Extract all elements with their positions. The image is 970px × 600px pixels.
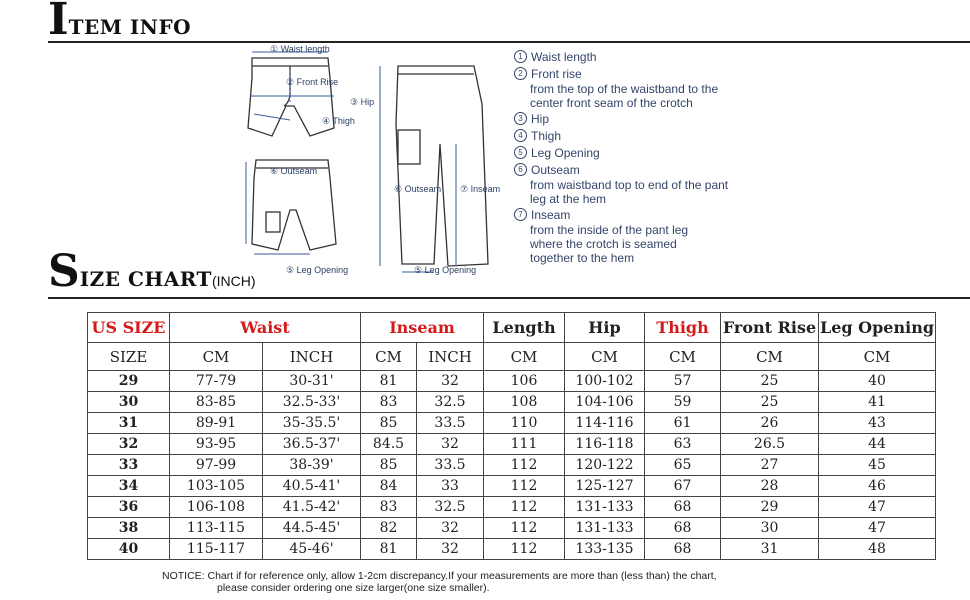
table-cell: 93-95	[170, 434, 263, 455]
table-cell: 40.5-41'	[263, 476, 361, 497]
table-cell: 68	[645, 518, 721, 539]
table-cell: 44	[819, 434, 936, 455]
table-cell: 26	[721, 413, 819, 434]
table-cell: 33.5	[417, 455, 484, 476]
table-row	[88, 371, 936, 392]
notice-text: NOTICE: Chart if for reference only, allow 1-2cm discrepancy.If your measurements are more than (less than) the chart, please consider ordering one size larger(one size smaller).	[162, 570, 717, 594]
size-cell: 34	[88, 476, 170, 497]
table-cell: 112	[484, 476, 565, 497]
table-cell: 48	[819, 539, 936, 560]
size-chart-title: SIZE CHART(INCH)	[48, 246, 256, 297]
header-unit: CM	[361, 343, 417, 371]
table-cell: 57	[645, 371, 721, 392]
table-cell: 67	[645, 476, 721, 497]
header-size: SIZE	[88, 343, 170, 371]
table-cell: 25	[721, 392, 819, 413]
table-cell: 33.5	[417, 413, 484, 434]
table-cell: 120-122	[565, 455, 645, 476]
table-cell: 28	[721, 476, 819, 497]
size-cell: 40	[88, 539, 170, 560]
table-cell: 114-116	[565, 413, 645, 434]
table-cell: 112	[484, 539, 565, 560]
table-cell: 103-105	[170, 476, 263, 497]
header-unit: INCH	[417, 343, 484, 371]
table-cell: 46	[819, 476, 936, 497]
size-cell: 30	[88, 392, 170, 413]
table-cell: 36.5-37'	[263, 434, 361, 455]
table-cell: 47	[819, 518, 936, 539]
diagram-label-thigh: ④ Thigh	[322, 116, 355, 126]
table-cell: 83-85	[170, 392, 263, 413]
table-cell: 83	[361, 497, 417, 518]
size-cell: 36	[88, 497, 170, 518]
table-cell: 41	[819, 392, 936, 413]
table-cell: 81	[361, 539, 417, 560]
shorts-measurement-diagram	[230, 44, 510, 282]
table-cell: 131-133	[565, 518, 645, 539]
table-cell: 68	[645, 539, 721, 560]
legend-item: 7 Inseam	[514, 206, 814, 223]
legend-item: 6 Outseam	[514, 161, 814, 178]
table-cell: 89-91	[170, 413, 263, 434]
table-cell: 38-39'	[263, 455, 361, 476]
legend-item: 2 Front rise	[514, 65, 814, 82]
table-cell: 59	[645, 392, 721, 413]
header-thigh: Thigh	[645, 313, 721, 343]
legend-desc: from the inside of the pant leg where the crotch is seamed together to the hem	[530, 223, 689, 265]
size-cell: 29	[88, 371, 170, 392]
table-cell: 32	[417, 518, 484, 539]
header-unit: CM	[170, 343, 263, 371]
table-cell: 32.5-33'	[263, 392, 361, 413]
table-cell: 47	[819, 497, 936, 518]
table-cell: 25	[721, 371, 819, 392]
table-cell: 110	[484, 413, 565, 434]
table-cell: 29	[721, 497, 819, 518]
diagram-label-outseam-back: ⑥ Outseam	[270, 166, 318, 176]
diagram-label-leg-opening-back: ⑤ Leg Opening	[286, 265, 349, 275]
table-cell: 97-99	[170, 455, 263, 476]
header-us-size: US SIZE	[88, 313, 170, 343]
table-cell: 32	[417, 434, 484, 455]
header-inseam: Inseam	[361, 313, 484, 343]
table-cell: 30	[721, 518, 819, 539]
header-front-rise: Front Rise	[721, 313, 819, 343]
table-cell: 84.5	[361, 434, 417, 455]
diagram-label-leg-opening-side: ⑤ Leg Opening	[414, 265, 477, 275]
table-cell: 41.5-42'	[263, 497, 361, 518]
header-unit: CM	[721, 343, 819, 371]
table-cell: 32.5	[417, 497, 484, 518]
table-cell: 112	[484, 518, 565, 539]
diagram-label-hip: ③ Hip	[350, 97, 375, 107]
size-chart-table	[87, 312, 936, 560]
table-cell: 27	[721, 455, 819, 476]
table-cell: 106	[484, 371, 565, 392]
header-unit: CM	[565, 343, 645, 371]
divider	[48, 297, 970, 299]
table-cell: 30-31'	[263, 371, 361, 392]
size-cell: 38	[88, 518, 170, 539]
header-unit: CM	[484, 343, 565, 371]
table-cell: 44.5-45'	[263, 518, 361, 539]
table-cell: 32	[417, 371, 484, 392]
table-cell: 83	[361, 392, 417, 413]
table-cell: 125-127	[565, 476, 645, 497]
table-cell: 77-79	[170, 371, 263, 392]
table-row	[88, 539, 936, 560]
table-cell: 111	[484, 434, 565, 455]
header-waist: Waist	[170, 313, 361, 343]
table-cell: 116-118	[565, 434, 645, 455]
table-cell: 65	[645, 455, 721, 476]
table-cell: 61	[645, 413, 721, 434]
header-length: Length	[484, 313, 565, 343]
table-cell: 84	[361, 476, 417, 497]
table-cell: 35-35.5'	[263, 413, 361, 434]
legend-item: 3 Hip	[514, 110, 814, 127]
table-cell: 32	[417, 539, 484, 560]
table-cell: 85	[361, 413, 417, 434]
shorts-illustration	[230, 44, 510, 282]
legend-item: 4 Thigh	[514, 127, 814, 144]
table-cell: 113-115	[170, 518, 263, 539]
table-cell: 31	[721, 539, 819, 560]
header-hip: Hip	[565, 313, 645, 343]
table-cell: 100-102	[565, 371, 645, 392]
table-cell: 43	[819, 413, 936, 434]
table-header-row	[88, 313, 936, 343]
legend-item: 1 Waist length	[514, 48, 814, 65]
table-row	[88, 434, 936, 455]
legend-item: 5 Leg Opening	[514, 144, 814, 161]
table-cell: 40	[819, 371, 936, 392]
table-cell: 112	[484, 497, 565, 518]
header-unit: CM	[645, 343, 721, 371]
table-cell: 106-108	[170, 497, 263, 518]
size-cell: 31	[88, 413, 170, 434]
header-unit: CM	[819, 343, 936, 371]
size-cell: 32	[88, 434, 170, 455]
diagram-label-inseam-side: ⑦ Inseam	[460, 184, 501, 194]
table-row	[88, 413, 936, 434]
table-body	[88, 371, 936, 560]
legend-desc: from waistband top to end of the pant leg at the hem	[530, 178, 729, 206]
divider	[48, 41, 970, 43]
header-leg-opening: Leg Opening	[819, 313, 936, 343]
table-cell: 82	[361, 518, 417, 539]
diagram-label-outseam-side: ⑥ Outseam	[394, 184, 442, 194]
table-cell: 63	[645, 434, 721, 455]
table-cell: 133-135	[565, 539, 645, 560]
diagram-label-waist: ① Waist length	[270, 44, 330, 54]
table-row	[88, 392, 936, 413]
header-unit: INCH	[263, 343, 361, 371]
table-cell: 104-106	[565, 392, 645, 413]
table-row	[88, 497, 936, 518]
table-cell: 26.5	[721, 434, 819, 455]
table-cell: 131-133	[565, 497, 645, 518]
measurement-legend	[514, 48, 814, 265]
table-cell: 33	[417, 476, 484, 497]
table-cell: 115-117	[170, 539, 263, 560]
table-cell: 32.5	[417, 392, 484, 413]
table-cell: 85	[361, 455, 417, 476]
table-cell: 45-46'	[263, 539, 361, 560]
table-cell: 112	[484, 455, 565, 476]
table-row	[88, 518, 936, 539]
table-cell: 68	[645, 497, 721, 518]
table-cell: 81	[361, 371, 417, 392]
table-cell: 108	[484, 392, 565, 413]
legend-desc: from the top of the waistband to the center front seam of the crotch	[530, 82, 719, 110]
diagram-label-front-rise: ② Front Rise	[286, 77, 339, 87]
item-info-title: ITEM INFO	[48, 0, 192, 45]
table-row	[88, 455, 936, 476]
table-unit-row	[88, 343, 936, 371]
size-cell: 33	[88, 455, 170, 476]
table-row	[88, 476, 936, 497]
table-cell: 45	[819, 455, 936, 476]
